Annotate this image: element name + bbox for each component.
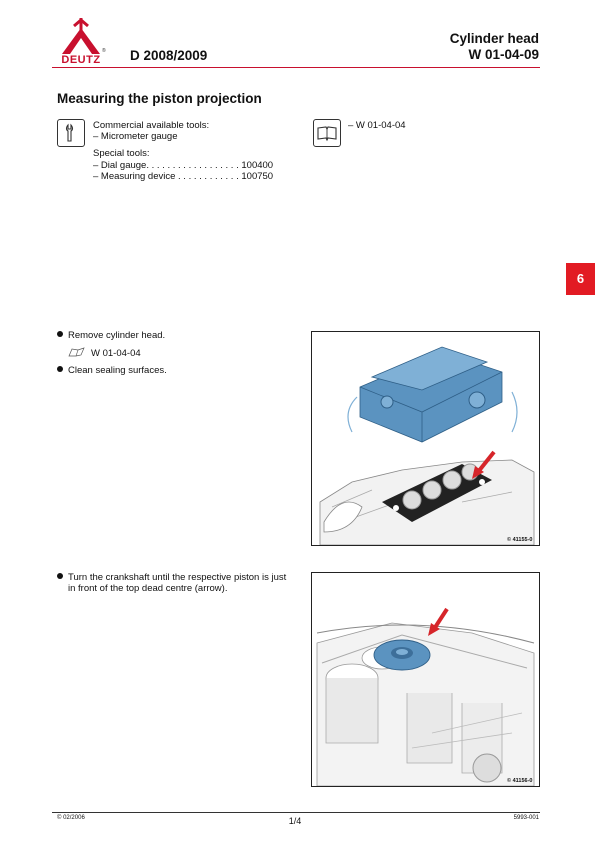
step-reference-text: W 01-04-04 [91,348,141,359]
figure-cylinder-head-removed [311,331,540,546]
reference-link[interactable]: – W 01-04-04 [348,120,406,131]
step-text-continued: in front of the top dead centre (arrow). [68,583,228,594]
brand-name: DEUTZ [61,54,101,66]
engine-illustration [312,332,539,545]
book-icon [313,119,341,147]
step-text: Clean sealing surfaces. [68,365,167,376]
section-title: Cylinder head [449,31,539,46]
chapter-tab[interactable]: 6 [566,263,595,295]
figure-id: © 41156-0 [507,778,533,784]
svg-text:®: ® [102,48,106,54]
document-number: 5993-001 [513,815,539,821]
book-icon [67,347,87,358]
figure-id: © 41155-0 [507,537,533,543]
tool-number: 100400 [241,160,274,171]
wrench-icon [57,119,85,147]
footer-divider [52,812,540,813]
step-item [57,365,167,377]
tool-name: – Dial gauge. . . . . . . . . . . . . . . . . . [93,160,239,171]
step-reference[interactable] [67,347,141,360]
tool-number: 100750 [241,171,274,182]
bullet-icon [57,573,63,579]
page-title: Measuring the piston projection [57,91,262,106]
section-code: W 01-04-09 [468,47,539,62]
engine-block-illustration [312,573,539,786]
page-number: 1/4 [288,816,302,826]
header-divider [52,67,540,68]
bullet-icon [57,331,63,337]
section-heading [450,31,539,63]
footer-date: © 02/2006 [57,815,85,821]
special-tool-item [93,160,273,172]
special-tools-heading: Special tools: [93,148,150,159]
step-item [57,572,286,584]
step-text: Turn the crankshaft until the respective piston is just [68,572,287,583]
step-item [57,330,165,342]
bullet-icon [57,366,63,372]
tool-name: – Measuring device . . . . . . . . . . . . [93,171,239,182]
special-tool-item [93,171,273,183]
commercial-tools-heading: Commercial available tools: [93,120,210,131]
commercial-tool-item: – Micrometer gauge [93,131,178,142]
model-title: D 2008/2009 [130,48,208,63]
figure-piston-position [311,572,540,787]
step-text: Remove cylinder head. [68,330,166,341]
